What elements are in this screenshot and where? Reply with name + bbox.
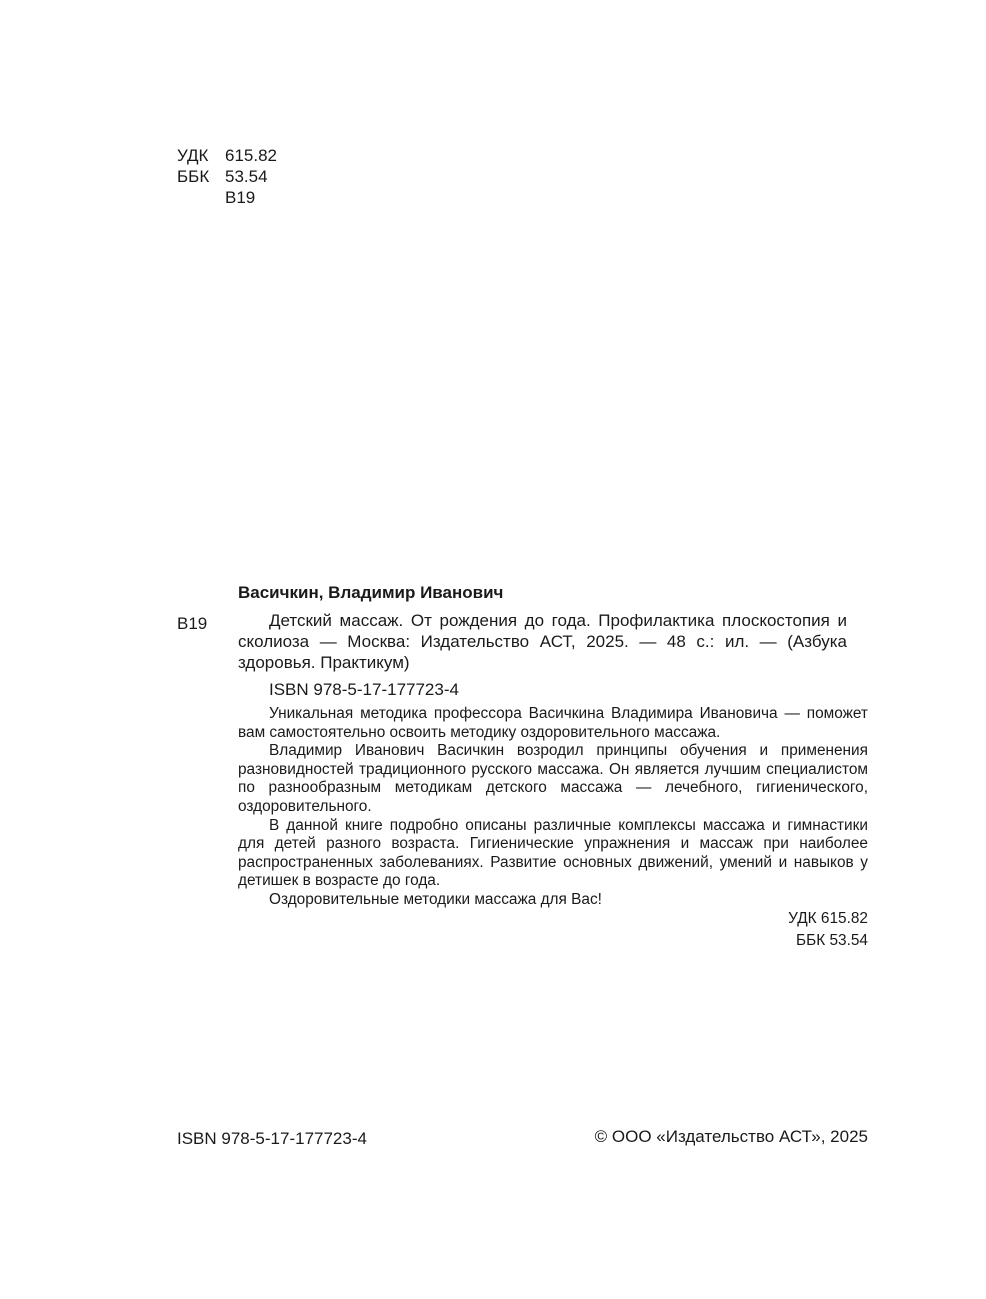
annotation-paragraph: В данной книге подробно описаны различные комплексы массажа и гимнастики для детей разного возраста. Гигиенические упражнения и массаж при наиболее распространенных заболеваниях. Развитие основных движений, умений и навыков у детишек в возрасте до года.: [238, 816, 868, 890]
udk-label: УДК: [177, 146, 209, 165]
record-isbn: ISBN 978-5-17-177723-4: [269, 680, 459, 699]
record-author-sign: В19: [177, 614, 208, 633]
bbk-value: 53.54: [225, 167, 268, 186]
bbk-row: [177, 166, 277, 187]
annotation-paragraph: Оздоровительные методики массажа для Вас!: [269, 890, 602, 908]
annotation-paragraph: Уникальная методика профессора Васичкина Владимира Ивановича — поможет вам самостоятельно освоить методику оздоровительного массажа.: [238, 705, 868, 741]
udk-row: [177, 145, 277, 166]
author-sign-row: [177, 187, 277, 208]
udk-value: 615.82: [225, 146, 277, 165]
footer-copyright: © ООО «Издательство АСТ», 2025: [594, 1127, 868, 1146]
author-sign-top: В19: [225, 188, 256, 207]
annotation-codes: [788, 908, 868, 952]
annotation-bbk: ББК 53.54: [796, 932, 868, 949]
annotation: [238, 705, 868, 910]
record-description: Детский массаж. От рождения до года. Профилактика плоскостопия и сколиоза — Москва: Издательство АСТ, 2025. — 48 с.: ил. — (Азбука здоровья. Практикум): [238, 611, 847, 672]
classification-block: [177, 145, 277, 208]
annotation-udk: УДК 615.82: [788, 910, 868, 927]
bbk-label: ББК: [177, 167, 210, 186]
footer-isbn: ISBN 978-5-17-177723-4: [177, 1129, 367, 1148]
annotation-paragraph: Владимир Иванович Васичкин возродил принципы обучения и применения разновидностей традиционного русского массажа. Он является лучшим специалистом по разнообразным методикам детского массажа — лечебного, гигиенического, оздоровительного.: [238, 742, 868, 815]
record-author: Васичкин, Владимир Иванович: [238, 583, 504, 602]
